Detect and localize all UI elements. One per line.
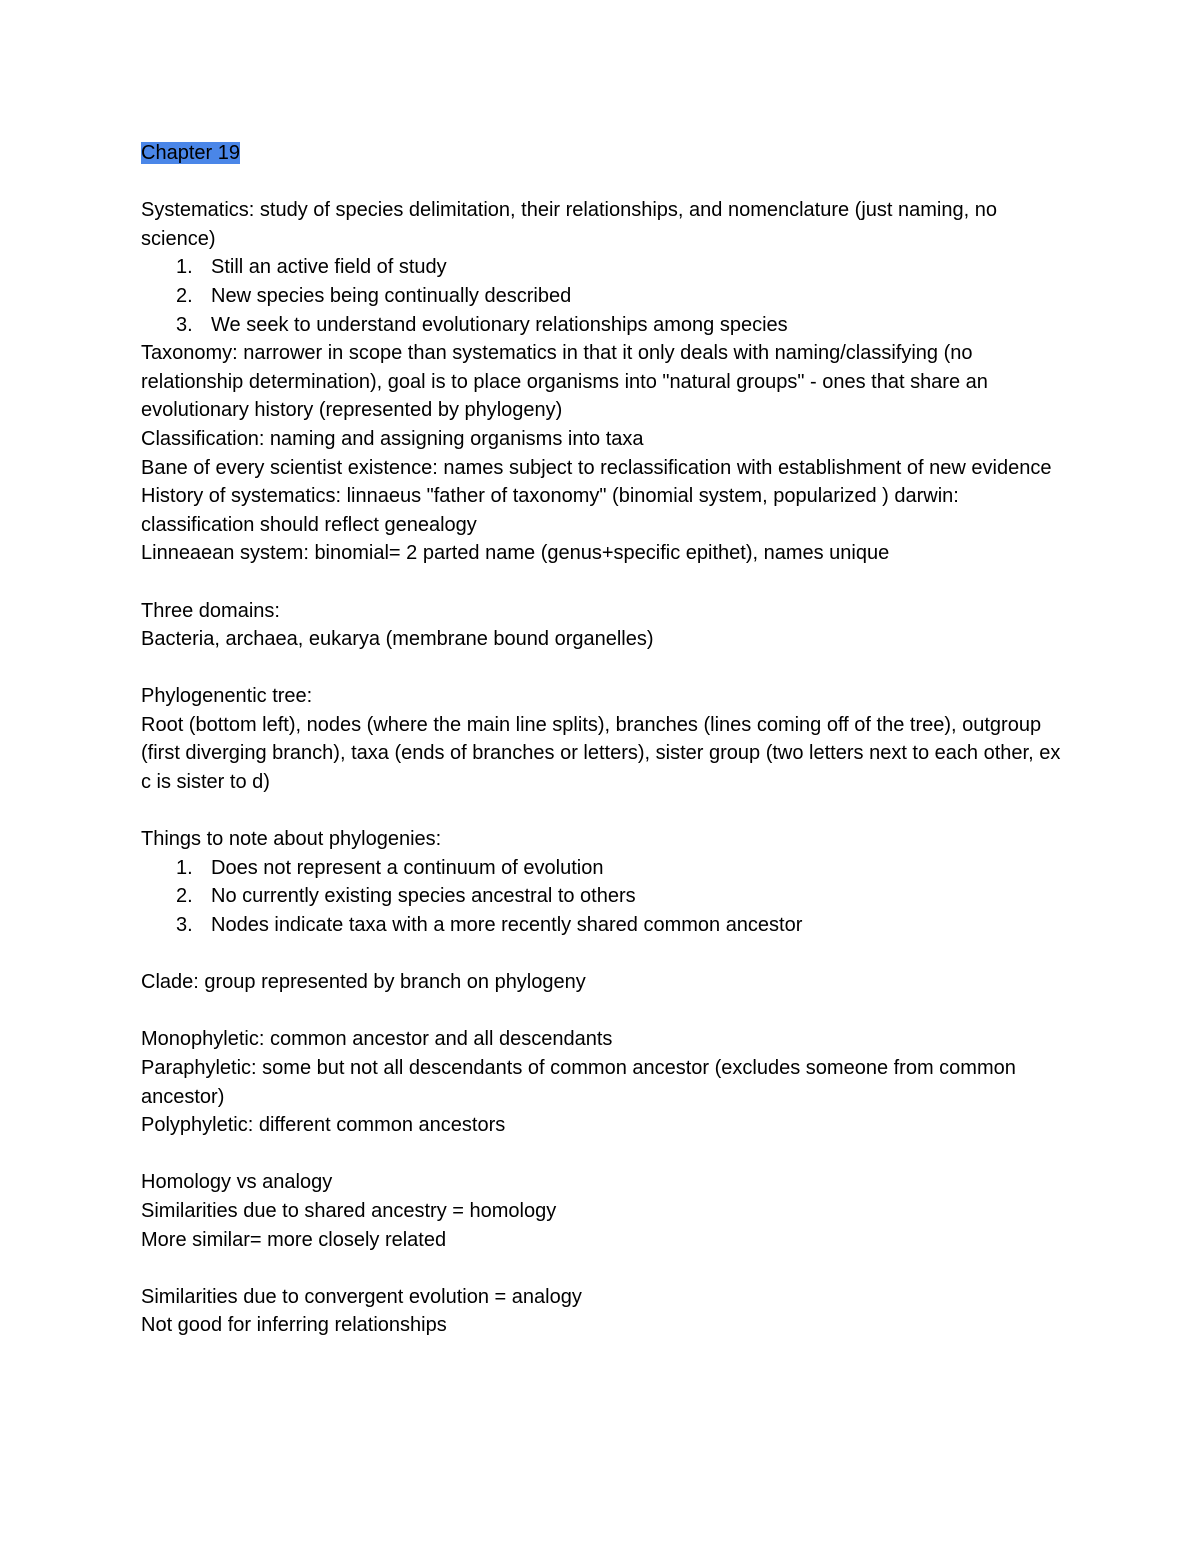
list-item-text: No currently existing species ancestral to others [211,885,636,908]
list-item-text: We seek to understand evolutionary relationships among species [211,313,788,336]
analogy-line: Similarities due to convergent evolution = analogy [141,1285,582,1308]
homology-line: More similar= more closely related [141,1228,447,1251]
list-item [141,311,1071,340]
chapter-title-text: Chapter 19 [141,142,240,164]
list-item-text: Does not represent a continuum of evolution [211,856,604,879]
systematics-list [141,253,1071,339]
list-item-number: 3. [176,313,193,336]
notes-list [141,854,1071,940]
spacer [141,797,1071,826]
list-item-number: 3. [176,914,193,937]
domains-heading: Three domains: [141,599,280,622]
polyphyletic-definition: Polyphyletic: different common ancestors [141,1114,506,1137]
list-item [141,882,1071,911]
list-item [141,253,1071,282]
notes-heading: Things to note about phylogenies: [141,828,442,851]
list-item-text: Nodes indicate taxa with a more recently shared common ancestor [211,914,803,937]
spacer [141,568,1071,597]
tree-heading: Phylogenentic tree: [141,685,313,708]
list-item [141,282,1071,311]
list-item-number: 1. [176,856,193,879]
document-page [141,139,1071,1340]
paraphyletic-definition: Paraphyletic: some but not all descendants of common ancestor (excludes someone from common ancestor) [141,1057,1016,1108]
list-item-number: 1. [176,256,193,279]
monophyletic-definition: Monophyletic: common ancestor and all descendants [141,1028,613,1051]
list-item-number: 2. [176,885,193,908]
chapter-title [141,139,1071,168]
list-item [141,911,1071,940]
list-item [141,854,1071,883]
systematics-definition: Systematics: study of species delimitation, their relationships, and nomenclature (just naming, no science) [141,199,997,250]
analogy-line: Not good for inferring relationships [141,1314,447,1337]
list-item-text: Still an active field of study [211,256,447,279]
classification-definition: Classification: naming and assigning organisms into taxa [141,427,644,450]
linnaean-note: Linneaean system: binomial= 2 parted name (genus+specific epithet), names unique [141,542,890,565]
spacer [141,654,1071,683]
taxonomy-definition: Taxonomy: narrower in scope than systematics in that it only deals with naming/classifying (no relationship determination), goal is to place organisms into "natural groups" - ones that share an evolutionary history (represented by phylogeny) [141,342,988,422]
list-item-text: New species being continually described [211,284,572,307]
clade-definition: Clade: group represented by branch on phylogeny [141,971,586,994]
list-item-number: 2. [176,284,193,307]
domains-text: Bacteria, archaea, eukarya (membrane bound organelles) [141,628,654,651]
homology-line: Similarities due to shared ancestry = homology [141,1199,557,1222]
history-note: History of systematics: linnaeus "father of taxonomy" (binomial system, popularized ) darwin: classification should reflect genealogy [141,485,959,536]
spacer [141,997,1071,1026]
tree-text: Root (bottom left), nodes (where the main line splits), branches (lines coming off of the tree), outgroup (first diverging branch), taxa (ends of branches or letters), sister group (two letters next to each other, ex c is sister to d) [141,713,1061,794]
spacer [141,168,1071,197]
spacer [141,940,1071,969]
bane-note: Bane of every scientist existence: names subject to reclassification with establishment of new evidence [141,456,1052,479]
homology-heading: Homology vs analogy [141,1171,333,1194]
spacer [141,1254,1071,1283]
spacer [141,1140,1071,1169]
